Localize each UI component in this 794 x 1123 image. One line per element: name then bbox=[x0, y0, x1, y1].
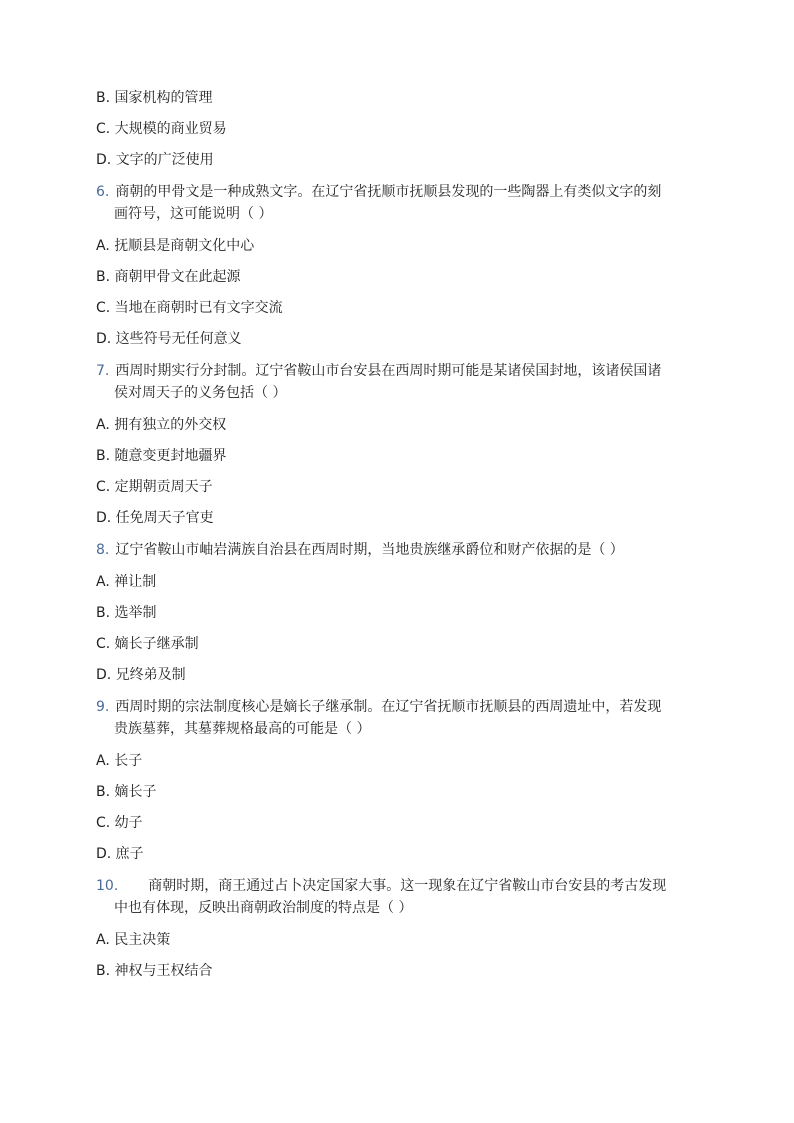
answer-option: C. 定期朝贡周天子 bbox=[96, 479, 213, 495]
question-text-line bbox=[96, 181, 696, 203]
question-number: 7. bbox=[96, 363, 110, 379]
question-stem-continuation: 中也有体现，反映出商朝政治制度的特点是（ ） bbox=[114, 900, 413, 916]
question-stem: 西周时期的宗法制度核心是嫡长子继承制。在辽宁省抚顺市抚顺县的西周遗址中，若发现 bbox=[115, 699, 662, 715]
question-number: 6. bbox=[96, 184, 110, 200]
answer-option: A. 禅让制 bbox=[96, 574, 157, 590]
answer-option: B. 选举制 bbox=[96, 605, 157, 621]
question-stem: 西周时期实行分封制。辽宁省鞍山市台安县在西周时期可能是某诸侯国封地，该诸侯国诸 bbox=[115, 363, 662, 379]
question-stem: 商朝时期，商王通过占卜决定国家大事。这一现象在辽宁省鞍山市台安县的考古发现 bbox=[148, 878, 667, 894]
question-number: 10. bbox=[96, 878, 119, 894]
answer-option: B. 商朝甲骨文在此起源 bbox=[96, 269, 241, 285]
question-stem: 商朝的甲骨文是一种成熟文字。在辽宁省抚顺市抚顺县发现的一些陶器上有类似文字的刻 bbox=[115, 184, 662, 200]
question-number: 9. bbox=[96, 699, 110, 715]
question-list bbox=[96, 88, 696, 992]
question-item bbox=[96, 696, 696, 740]
answer-option: D. 文字的广泛使用 bbox=[96, 152, 214, 168]
answer-option: B. 神权与王权结合 bbox=[96, 963, 213, 979]
answer-option: C. 当地在商朝时已有文字交流 bbox=[96, 300, 283, 316]
answer-option: C. 大规模的商业贸易 bbox=[96, 121, 227, 137]
question-stem: 辽宁省鞍山市岫岩满族自治县在西周时期，当地贵族继承爵位和财产依据的是（ ） bbox=[115, 542, 624, 558]
answer-option: D. 这些符号无任何意义 bbox=[96, 331, 242, 347]
answer-option: A. 民主决策 bbox=[96, 932, 171, 948]
question-stem-continuation: 贵族墓葬，其墓葬规格最高的可能是（ ） bbox=[114, 721, 371, 737]
answer-option: A. 抚顺县是商朝文化中心 bbox=[96, 238, 255, 254]
answer-option: B. 随意变更封地疆界 bbox=[96, 448, 227, 464]
question-stem-continuation: 侯对周天子的义务包括（ ） bbox=[114, 385, 287, 401]
answer-option: A. 长子 bbox=[96, 753, 143, 769]
question-number: 8. bbox=[96, 542, 110, 558]
answer-option: C. 幼子 bbox=[96, 815, 143, 831]
question-text-line bbox=[96, 875, 696, 897]
answer-option: B. 国家机构的管理 bbox=[96, 90, 213, 106]
answer-option: C. 嫡长子继承制 bbox=[96, 636, 199, 652]
answer-option: D. 兄终弟及制 bbox=[96, 667, 186, 683]
question-stem-continuation: 画符号，这可能说明（ ） bbox=[114, 206, 273, 222]
question-item bbox=[96, 360, 696, 404]
question-item bbox=[96, 181, 696, 225]
answer-option: A. 拥有独立的外交权 bbox=[96, 417, 227, 433]
answer-option: D. 任免周天子官吏 bbox=[96, 510, 214, 526]
question-text-line bbox=[96, 696, 696, 718]
answer-option: B. 嫡长子 bbox=[96, 784, 157, 800]
question-text-line bbox=[96, 539, 696, 561]
question-item bbox=[96, 539, 696, 561]
question-item bbox=[96, 875, 696, 919]
answer-option: D. 庶子 bbox=[96, 846, 144, 862]
question-text-line bbox=[96, 360, 696, 382]
